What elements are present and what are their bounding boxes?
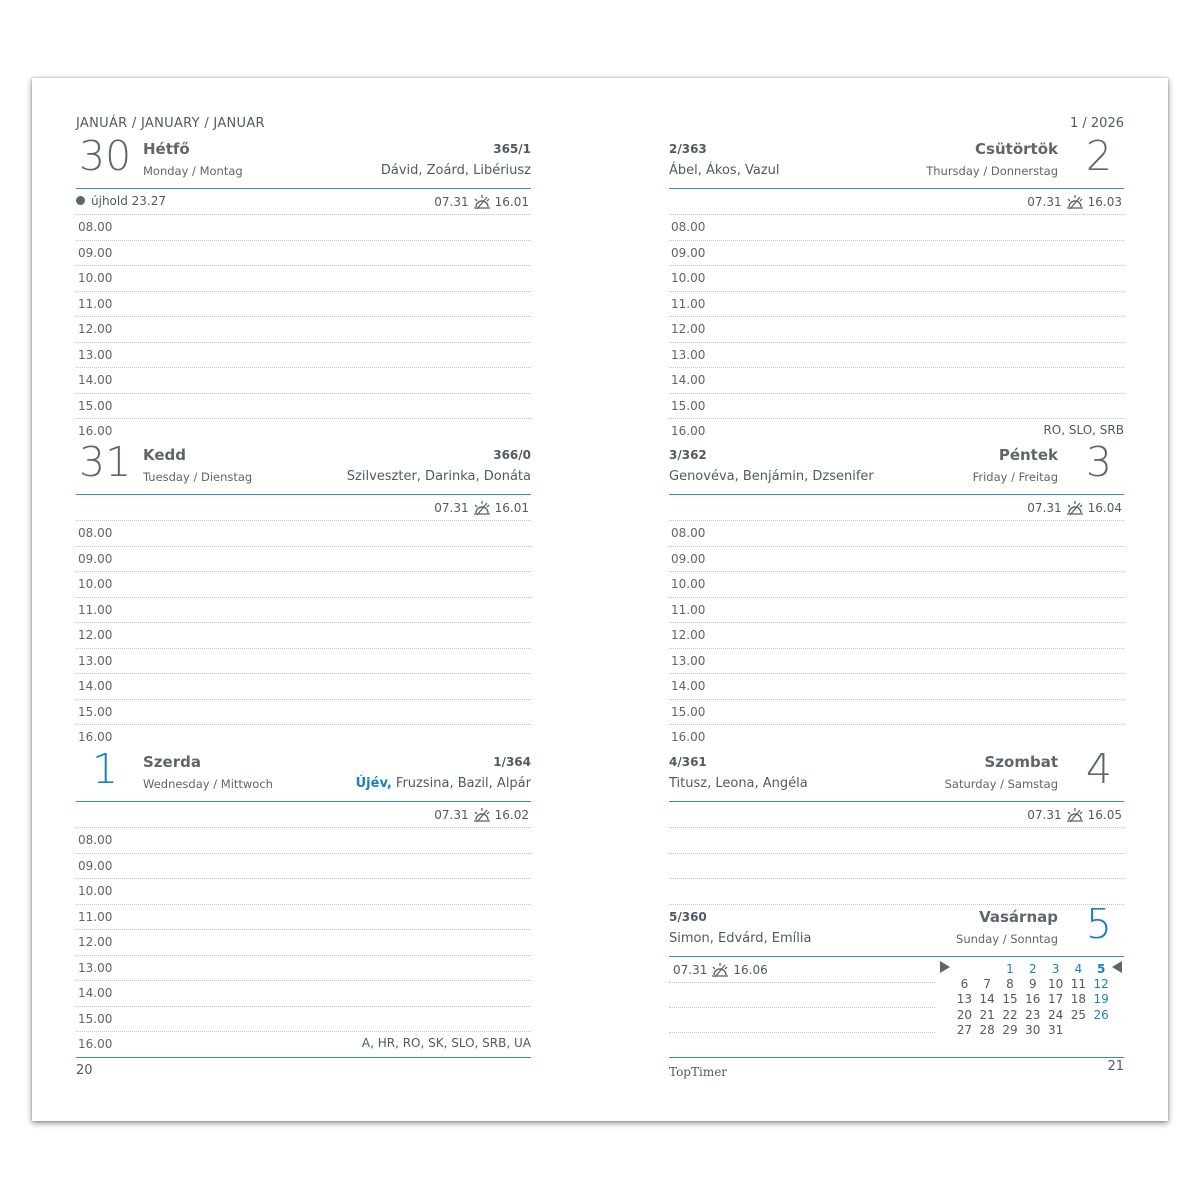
day-block-1	[76, 745, 531, 1058]
time-slot[interactable]	[76, 419, 531, 444]
time-label: 12.00	[78, 935, 113, 949]
sun-icon	[1062, 808, 1088, 822]
time-slot[interactable]	[76, 725, 531, 750]
sun-times	[1027, 500, 1122, 516]
sun-times	[434, 500, 529, 516]
time-slot[interactable]	[669, 394, 1124, 420]
time-label: 11.00	[78, 296, 113, 311]
time-label: 15.00	[78, 398, 113, 413]
footer-rule	[669, 1057, 1124, 1058]
mini-calendar-day[interactable]: 25	[1070, 1007, 1087, 1022]
time-slot[interactable]	[669, 598, 1124, 624]
time-label: 08.00	[671, 220, 706, 234]
mini-calendar-week	[953, 1007, 1113, 1022]
time-label: 12.00	[671, 628, 706, 642]
sun-times-row	[76, 495, 531, 521]
time-label: 14.00	[78, 679, 113, 693]
time-label: 15.00	[671, 398, 706, 413]
time-label: 11.00	[78, 909, 113, 924]
time-slot[interactable]	[76, 394, 531, 420]
time-slot[interactable]	[76, 241, 531, 267]
time-label: 16.00	[671, 730, 706, 744]
day-number: 4	[1085, 745, 1112, 793]
mini-calendar-day[interactable]: 19	[1093, 992, 1109, 1007]
day-number: 2	[1085, 132, 1112, 180]
day-block-2	[669, 132, 1124, 444]
day-block-5	[669, 900, 1124, 1047]
mini-calendar-week	[953, 961, 1113, 976]
time-label: 16.00	[671, 424, 706, 438]
time-label: 16.00	[78, 730, 113, 744]
time-slot[interactable]	[669, 215, 1124, 241]
time-slot[interactable]	[669, 266, 1124, 292]
time-label: 14.00	[78, 986, 113, 1000]
sun-icon	[469, 501, 495, 515]
day-number: 5	[1085, 900, 1112, 948]
mini-calendar-day[interactable]: 27	[956, 1022, 973, 1037]
time-label: 10.00	[78, 577, 113, 591]
name-days-text: Fruzsina, Bazil, Alpár	[391, 776, 531, 791]
time-slot[interactable]	[76, 828, 531, 854]
sunrise-time: 07.31	[673, 963, 708, 977]
mini-calendar-day	[976, 961, 999, 976]
mini-calendar-day[interactable]: 16	[1025, 992, 1041, 1007]
time-label: 13.00	[78, 347, 113, 362]
day-block-31	[76, 438, 531, 750]
new-moon-icon	[76, 196, 85, 205]
sunset-time: 16.05	[1087, 808, 1122, 822]
time-slot[interactable]	[76, 572, 531, 598]
mini-calendar-day[interactable]: 26	[1093, 1007, 1109, 1022]
time-label: 14.00	[78, 373, 113, 387]
week-marker-right-icon	[940, 961, 950, 973]
time-slot[interactable]	[76, 292, 531, 318]
name-days: Ábel, Ákos, Vazul	[669, 163, 780, 178]
day-number: 31	[79, 438, 132, 486]
time-label: 08.00	[78, 526, 113, 540]
mini-calendar	[941, 961, 1113, 1037]
mini-calendar-day[interactable]: 17	[1047, 992, 1064, 1007]
moon-phase	[76, 194, 166, 208]
mini-calendar-week	[953, 992, 1113, 1007]
page-number-right: 21	[1107, 1059, 1124, 1074]
name-days: Simon, Edvárd, Emília	[669, 931, 812, 946]
time-label: 14.00	[671, 679, 706, 693]
mini-calendar-day[interactable]: 28	[979, 1022, 995, 1037]
time-slot[interactable]	[76, 674, 531, 700]
day-name-translations: Sunday / Sonntag	[956, 932, 1058, 946]
mini-calendar-day[interactable]: 9	[1028, 976, 1037, 991]
time-slot[interactable]	[76, 598, 531, 624]
time-label: 12.00	[78, 322, 113, 336]
mini-calendar-day	[1090, 1022, 1113, 1037]
day-name: Péntek	[998, 446, 1058, 464]
mini-calendar-day[interactable]: 3	[1051, 961, 1060, 976]
time-slot[interactable]	[76, 521, 531, 547]
day-block-3	[669, 438, 1124, 750]
day-header	[669, 745, 1124, 802]
day-name-translations: Monday / Montag	[143, 164, 243, 178]
time-slot[interactable]	[669, 623, 1124, 649]
mini-calendar-day[interactable]: 10	[1047, 976, 1064, 991]
note-line[interactable]	[669, 1007, 935, 1008]
sun-times	[673, 962, 768, 978]
sun-times-row	[669, 495, 1124, 521]
time-slot[interactable]	[76, 956, 531, 982]
time-label: 10.00	[78, 271, 113, 285]
time-slot[interactable]	[76, 623, 531, 649]
mini-calendar-day[interactable]: 22	[1002, 1007, 1018, 1022]
sunset-time: 16.01	[494, 195, 529, 209]
time-slot[interactable]	[76, 879, 531, 905]
mini-calendar-day[interactable]: 12	[1093, 976, 1109, 991]
mini-calendar-grid	[953, 961, 1113, 1037]
time-slot[interactable]	[76, 930, 531, 956]
day-of-year: 3/362	[669, 448, 707, 462]
time-slot[interactable]	[76, 981, 531, 1007]
mini-calendar-day[interactable]: 21	[979, 1007, 995, 1022]
day-of-year: 4/361	[669, 755, 707, 769]
time-label: 15.00	[78, 704, 113, 719]
time-slot[interactable]	[76, 649, 531, 675]
time-label: 13.00	[78, 653, 113, 668]
time-label: 16.00	[78, 1037, 113, 1051]
sun-icon	[469, 195, 495, 209]
day-of-year: 5/360	[669, 910, 707, 924]
time-slot[interactable]	[669, 700, 1124, 726]
sun-times-row	[669, 189, 1124, 215]
time-slot[interactable]	[669, 241, 1124, 267]
moon-phase-label: újhold 23.27	[91, 194, 167, 208]
time-slot[interactable]	[76, 854, 531, 880]
time-label: 10.00	[78, 884, 113, 898]
left-page	[76, 78, 531, 1121]
mini-calendar-day[interactable]: 20	[956, 1007, 973, 1022]
time-label: 09.00	[671, 245, 706, 260]
sun-times	[1027, 807, 1122, 823]
mini-calendar-day	[953, 961, 976, 976]
page-number-left: 20	[76, 1063, 93, 1078]
time-slot[interactable]	[669, 725, 1124, 750]
day-number: 3	[1085, 438, 1112, 486]
day-name-translations: Wednesday / Mittwoch	[143, 777, 273, 791]
time-slot[interactable]	[76, 547, 531, 573]
planner-spread	[32, 78, 1168, 1121]
note-line[interactable]	[669, 854, 1124, 880]
week-marker-left-icon	[1112, 961, 1122, 973]
mini-calendar-day[interactable]: 7	[983, 976, 992, 991]
time-slot[interactable]	[669, 317, 1124, 343]
time-slot[interactable]	[76, 700, 531, 726]
time-slot[interactable]	[76, 266, 531, 292]
time-slot[interactable]	[76, 215, 531, 241]
mini-calendar-day[interactable]: 2	[1028, 961, 1037, 976]
day-header	[76, 132, 531, 189]
sun-icon	[1062, 195, 1088, 209]
day-header	[76, 745, 531, 802]
time-slot[interactable]	[669, 521, 1124, 547]
mini-calendar-day[interactable]: 1	[1006, 961, 1014, 976]
mini-calendar-day	[1067, 1022, 1090, 1037]
time-slot[interactable]	[669, 547, 1124, 573]
year-week: 1 / 2026	[1070, 116, 1124, 131]
day-of-year: 1/364	[493, 755, 531, 769]
mini-calendar-day[interactable]: 8	[1006, 976, 1014, 991]
sun-times-row	[669, 802, 1124, 828]
mini-calendar-day[interactable]: 29	[1002, 1022, 1018, 1037]
day-name: Kedd	[143, 446, 187, 464]
mini-calendar-day[interactable]: 23	[1025, 1007, 1041, 1022]
sunrise-time: 07.31	[1027, 501, 1062, 515]
time-label: 15.00	[671, 704, 706, 719]
time-label: 09.00	[78, 551, 113, 566]
time-slot[interactable]	[76, 1032, 531, 1058]
day-of-year: 366/0	[493, 448, 531, 462]
country-codes: RO, SLO, SRB	[1043, 423, 1124, 437]
time-slot[interactable]	[669, 649, 1124, 675]
time-label: 08.00	[671, 526, 706, 540]
time-slot[interactable]	[76, 368, 531, 394]
day-name-translations: Friday / Freitag	[972, 470, 1058, 484]
day-header	[669, 438, 1124, 495]
note-line[interactable]	[669, 879, 1124, 905]
name-days: Dávid, Zoárd, Libériusz	[380, 163, 531, 178]
mini-calendar-week	[953, 976, 1113, 991]
time-label: 11.00	[671, 602, 706, 617]
sun-icon	[1062, 501, 1088, 515]
time-slot[interactable]	[76, 343, 531, 369]
day-name-translations: Saturday / Samstag	[944, 777, 1058, 791]
sun-icon	[469, 808, 495, 822]
mini-calendar-day[interactable]: 31	[1047, 1022, 1064, 1037]
brand-logo: TopTimer	[669, 1065, 728, 1079]
note-line[interactable]	[669, 1032, 935, 1033]
time-slot[interactable]	[76, 905, 531, 931]
day-of-year: 365/1	[493, 142, 531, 156]
time-slot[interactable]	[76, 317, 531, 343]
sunrise-time: 07.31	[434, 195, 469, 209]
sunrise-time: 07.31	[1027, 195, 1062, 209]
mini-calendar-day[interactable]: 4	[1074, 961, 1083, 976]
sun-times	[434, 194, 529, 210]
day-name-translations: Tuesday / Dienstag	[143, 470, 253, 484]
time-label: 08.00	[78, 220, 113, 234]
mini-calendar-week	[953, 1022, 1113, 1037]
time-label: 12.00	[78, 628, 113, 642]
time-label: 09.00	[78, 858, 113, 873]
time-label: 08.00	[78, 833, 113, 847]
sunrise-time: 07.31	[434, 808, 469, 822]
time-label: 12.00	[671, 322, 706, 336]
sun-icon	[707, 963, 733, 977]
day-header	[669, 900, 1124, 957]
day-block-30	[76, 132, 531, 444]
sun-times	[1027, 194, 1122, 210]
day-name: Szombat	[984, 753, 1058, 771]
sunset-time: 16.03	[1087, 195, 1122, 209]
time-slot[interactable]	[669, 292, 1124, 318]
time-label: 10.00	[671, 271, 706, 285]
day-header	[76, 438, 531, 495]
country-codes: A, HR, RO, SK, SLO, SRB, UA	[361, 1036, 531, 1050]
time-label: 14.00	[671, 373, 706, 387]
mini-calendar-day[interactable]: 11	[1070, 976, 1087, 991]
mini-calendar-day[interactable]: 30	[1025, 1022, 1041, 1037]
day-block-4	[669, 745, 1124, 905]
name-days: Titusz, Leona, Angéla	[669, 776, 808, 791]
sunrise-time: 07.31	[434, 501, 469, 515]
day-header	[669, 132, 1124, 189]
time-label: 16.00	[78, 424, 113, 438]
day-name: Szerda	[143, 753, 201, 771]
day-of-year: 2/363	[669, 142, 707, 156]
time-label: 11.00	[78, 602, 113, 617]
name-days: Genovéva, Benjámin, Dzsenifer	[669, 469, 874, 484]
sunset-time: 16.06	[733, 963, 768, 977]
sunrise-time: 07.31	[1027, 808, 1062, 822]
sun-times-row	[76, 802, 531, 828]
mini-calendar-day[interactable]: 14	[979, 992, 995, 1007]
time-label: 09.00	[671, 551, 706, 566]
name-days	[356, 776, 531, 791]
month-header: JANUÁR / JANUARY / JANUAR	[76, 116, 265, 131]
time-slot[interactable]	[669, 572, 1124, 598]
time-label: 13.00	[671, 653, 706, 668]
sun-times	[434, 807, 529, 823]
time-slot[interactable]	[669, 343, 1124, 369]
day-name: Csütörtök	[975, 140, 1058, 158]
mini-calendar-day[interactable]: 13	[956, 992, 973, 1007]
time-slot[interactable]	[669, 674, 1124, 700]
note-line[interactable]	[669, 828, 1124, 854]
sunday-body	[669, 957, 1124, 1047]
sunset-time: 16.01	[494, 501, 529, 515]
sunset-time: 16.04	[1087, 501, 1122, 515]
day-name: Hétfő	[143, 140, 190, 158]
day-number: 1	[92, 745, 119, 793]
holiday-label: Újév,	[355, 776, 392, 791]
time-slot[interactable]	[669, 419, 1124, 444]
mini-calendar-day[interactable]: 6	[960, 976, 969, 991]
mini-calendar-day[interactable]: 15	[1002, 992, 1018, 1007]
right-page	[669, 78, 1124, 1121]
time-label: 13.00	[78, 960, 113, 975]
mini-calendar-day[interactable]: 5	[1097, 961, 1106, 976]
time-label: 13.00	[671, 347, 706, 362]
day-name-translations: Thursday / Donnerstag	[926, 164, 1058, 178]
time-label: 10.00	[671, 577, 706, 591]
time-label: 11.00	[671, 296, 706, 311]
time-slot[interactable]	[669, 368, 1124, 394]
time-slot[interactable]	[76, 1007, 531, 1033]
mini-calendar-day[interactable]: 24	[1047, 1007, 1064, 1022]
name-days: Szilveszter, Darinka, Donáta	[346, 469, 531, 484]
sunset-time: 16.02	[494, 808, 529, 822]
day-number: 30	[79, 132, 132, 180]
mini-calendar-day[interactable]: 18	[1070, 992, 1087, 1007]
time-label: 09.00	[78, 245, 113, 260]
day-name: Vasárnap	[979, 908, 1058, 926]
time-label: 15.00	[78, 1011, 113, 1026]
note-line[interactable]	[669, 982, 935, 983]
sun-times-row	[76, 189, 531, 215]
